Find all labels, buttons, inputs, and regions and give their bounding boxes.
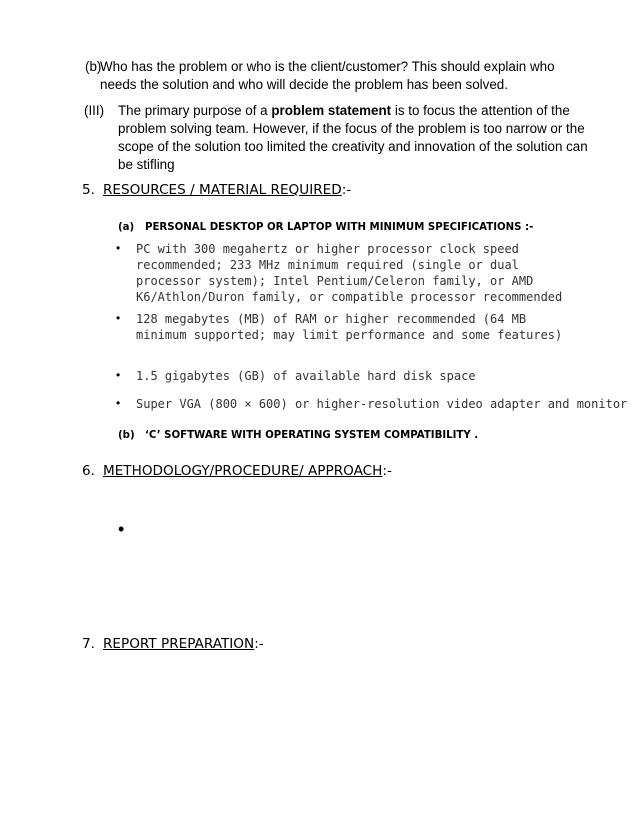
list-item-disk: 1.5 gigabytes (GB) of available hard disk space: [136, 369, 476, 383]
subsection-a-label: (a): [118, 222, 135, 233]
section-7-heading: [82, 636, 264, 652]
section-6-heading: [82, 463, 392, 479]
section-5-suffix: :-: [341, 182, 352, 198]
paragraph-iii-text-after: is to focus the attention of the problem solving team. However, if the focus of the problem is too narrow or the scope of the solution too limited the creativity and innovation of the solution can be stifling: [118, 103, 588, 172]
section-5-number: 5.: [82, 182, 95, 198]
list-item-video: Super VGA (800 × 600) or higher-resolution video adapter and monitor: [136, 397, 628, 411]
subsection-b-label: (b): [118, 430, 135, 441]
bullet-dot-icon: •: [116, 396, 121, 410]
section-7-suffix: :-: [254, 636, 264, 652]
paragraph-iii-label: (III): [84, 103, 105, 118]
section-5-heading: [82, 182, 351, 198]
section-7-title: REPORT PREPARATION: [102, 636, 255, 652]
paragraph-iii-text: [118, 102, 588, 174]
bullet-dot-icon: •: [116, 311, 121, 325]
paragraph-iii-text-before: The primary purpose of a: [118, 103, 272, 118]
subsection-a-title: PERSONAL DESKTOP OR LAPTOP WITH MINIMUM SPECIFICATIONS :-: [145, 222, 534, 233]
section-7-number: 7.: [82, 636, 95, 652]
list-item-ram: 128 megabytes (MB) of RAM or higher recommended (64 MB minimum supported; may limit performance and some features): [136, 312, 563, 342]
section-5-title: RESOURCES / MATERIAL REQUIRED: [102, 182, 342, 198]
paragraph-b-label: (b): [85, 59, 102, 74]
empty-bullet: •: [118, 519, 125, 539]
paragraph-b-text: Who has the problem or who is the client/customer? This should explain who needs the solution and who will decide the problem has been solved.: [100, 59, 555, 92]
list-item-processor: PC with 300 megahertz or higher processor clock speed recommended; 233 MHz minimum required (single or dual processor system); Intel Pentium/Celeron family, or AMD K6/Athlon/Duron family, or compatible processor recommended: [136, 242, 563, 304]
bullet-dot-icon: •: [116, 368, 121, 382]
problem-statement-bold: problem statement: [271, 103, 392, 118]
section-6-number: 6.: [82, 463, 95, 479]
subsection-b-title: ‘C’ SOFTWARE WITH OPERATING SYSTEM COMPATIBILITY .: [145, 430, 479, 441]
section-6-title: METHODOLOGY/PROCEDURE/ APPROACH: [102, 463, 383, 479]
bullet-dot-icon: •: [116, 241, 121, 255]
section-6-suffix: :-: [382, 463, 392, 479]
